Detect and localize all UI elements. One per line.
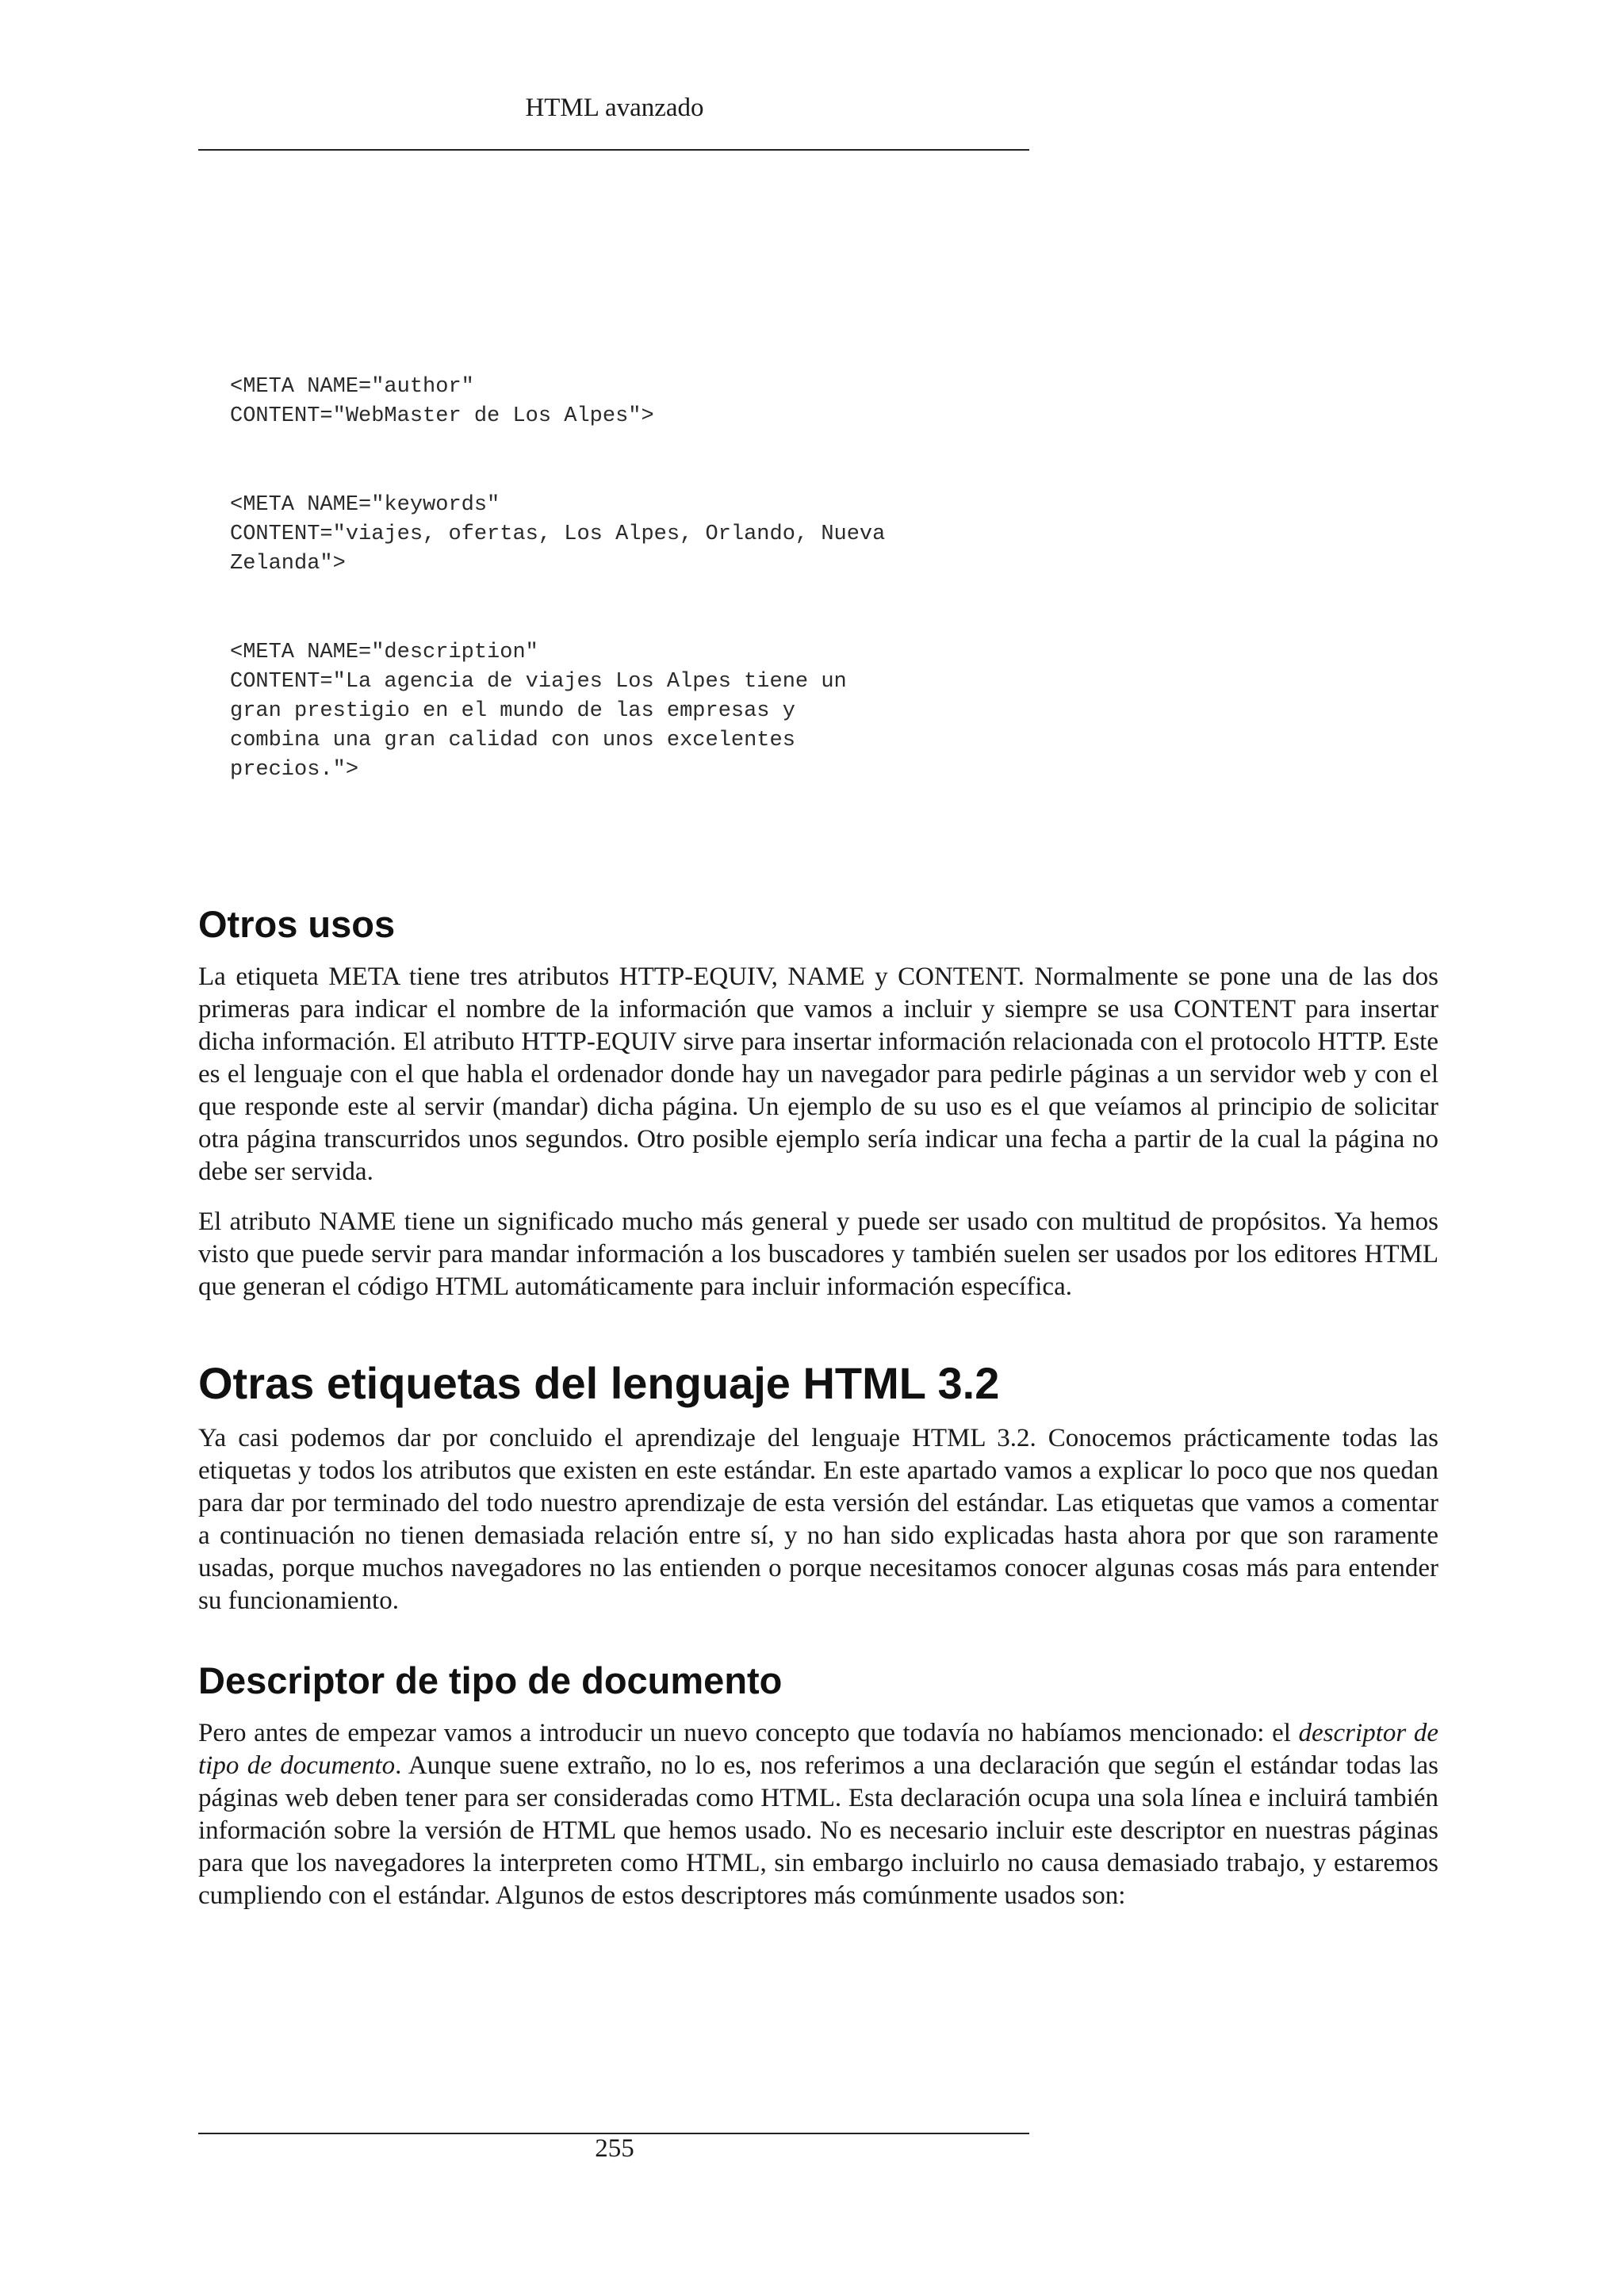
paragraph: El atributo NAME tiene un significado mucho más general y puede ser usado con multitud de propósitos. Ya hemos visto que puede servir para mandar información a los buscadores y también suelen ser usados por los editores HTML que generan el código HTML automáticamente para incluir información específica.	[198, 1207, 1438, 1301]
code-line: <META NAME="keywords"	[230, 493, 500, 517]
code-line: CONTENT="La agencia de viajes Los Alpes tiene un	[230, 670, 847, 694]
code-block-keywords	[230, 491, 885, 579]
paragraph: Ya casi podemos dar por concluido el aprendizaje del lenguaje HTML 3.2. Conocemos prácticamente todas las etiquetas y todos los atributos que existen en este estándar. En este apartado vamos a explicar lo poco que nos quedan para dar por terminado del todo nuestro aprendizaje de esta versión del estándar. Las etiquetas que vamos a comentar a continuación no tienen demasiada relación entre sí, y no han sido explicadas hasta ahora por que son raramente usadas, porque muchos navegadores no las entienden o porque necesitamos conocer algunas cosas más para entender su funcionamiento.	[198, 1424, 1438, 1615]
text-run: . Aunque suene extraño, no lo es, nos referimos a una declaración que según el estándar todas las páginas web deben tener para ser consideradas como HTML. Esta declaración ocupa una sola línea e incluirá también información sobre la versión de HTML que hemos usado. No es necesario incluir este descriptor en nuestras páginas para que los navegadores la interpreten como HTML, sin embargo incluirlo no causa demasiado trabajo, y estaremos cumpliendo con el estándar. Algunos de estos descriptores más comúnmente usados son:	[198, 1751, 1438, 1910]
header-rule	[198, 149, 1029, 151]
running-header: HTML avanzado	[525, 94, 704, 122]
page-number: 255	[595, 2134, 634, 2163]
section-heading: Otros usos	[198, 903, 396, 945]
code-line: Zelanda">	[230, 552, 346, 576]
code-block-description	[230, 638, 847, 785]
section-otros-usos	[198, 901, 1438, 1303]
paragraph	[198, 1717, 1438, 1912]
paragraph: La etiqueta META tiene tres atributos HTTP-EQUIV, NAME y CONTENT. Normalmente se pone una de las dos primeras para indicar el nombre de la información que vamos a incluir y siempre se usa CONTENT para insertar dicha información. El atributo HTTP-EQUIV sirve para insertar información relacionada con el protocolo HTTP. Este es el lenguaje con el que habla el ordenador donde hay un navegador para pedirle páginas a un servidor web y con el que responde este al servir (mandar) dicha página. Un ejemplo de su uso es el que veíamos al principio de solicitar otra página transcurridos unos segundos. Otro posible ejemplo sería indicar una fecha a partir de la cual la página no debe ser servida.	[198, 962, 1438, 1186]
code-line: CONTENT="WebMaster de Los Alpes">	[230, 404, 654, 428]
section-heading: Descriptor de tipo de documento	[198, 1659, 783, 1701]
section-otras-etiquetas	[198, 1356, 1438, 1617]
code-block-author	[230, 373, 654, 431]
code-line: combina una gran calidad con unos excelentes	[230, 729, 795, 752]
chapter-heading: Otras etiquetas del lenguaje HTML 3.2	[198, 1358, 1000, 1408]
section-descriptor	[198, 1657, 1438, 1912]
code-line: <META NAME="description"	[230, 641, 538, 664]
emphasized-term: descriptor de tipo de documento	[198, 1719, 1438, 1780]
code-line: CONTENT="viajes, ofertas, Los Alpes, Orlando, Nueva	[230, 522, 886, 546]
code-line: <META NAME="author"	[230, 375, 474, 399]
code-line: precios.">	[230, 758, 359, 782]
text-run: Pero antes de empezar vamos a introducir un nuevo concepto que todavía no habíamos mencionado: el	[198, 1719, 1299, 1747]
code-line: gran prestigio en el mundo de las empresas y	[230, 699, 795, 723]
